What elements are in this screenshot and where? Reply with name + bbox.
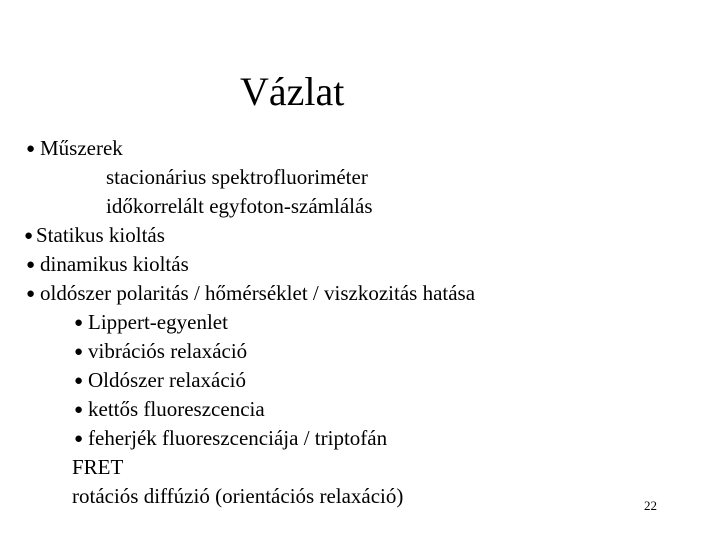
outline-subitem-fret [72, 454, 123, 480]
outline-item-label: Lippert-egyenlet [88, 310, 228, 334]
outline-item-label: stacionárius spektrofluoriméter [106, 165, 368, 189]
outline-item-label: oldószer polaritás / hőmérséklet / viszkozitás hatása [40, 281, 476, 305]
outline-item-muszerek [26, 135, 123, 162]
outline-subitem-oldoszer-relaxacio [74, 367, 246, 394]
bullet-icon: ● [74, 373, 84, 389]
outline-item-oldoszer-polaritas [26, 280, 475, 307]
bullet-icon: ● [26, 286, 36, 302]
outline-item-label: Oldószer relaxáció [88, 368, 247, 392]
bullet-icon: ● [74, 344, 84, 360]
bullet-icon: ● [24, 228, 34, 244]
bullet-icon: ● [74, 431, 84, 447]
outline-item-statikus-kioltas [24, 222, 165, 249]
outline-item-label: vibrációs relaxáció [88, 339, 248, 363]
outline-item-label: Műszerek [40, 136, 123, 160]
outline-subitem-stacionarius [106, 164, 368, 190]
outline-subitem-vibracios [74, 338, 247, 365]
outline-item-label: FRET [72, 455, 124, 479]
bullet-icon: ● [26, 141, 36, 157]
outline-item-dinamikus-kioltas [26, 251, 189, 278]
outline-item-label: dinamikus kioltás [40, 252, 189, 276]
outline-subitem-idokorrelalt [106, 193, 373, 219]
outline-item-label: Statikus kioltás [36, 223, 165, 247]
outline-subitem-kettos-fluoreszcencia [74, 396, 265, 423]
outline-subitem-rotacios-diffuzio [72, 483, 403, 509]
page-number: 22 [644, 498, 657, 513]
outline-subitem-lippert [74, 309, 228, 336]
outline-subitem-feherjek [74, 425, 387, 452]
bullet-icon: ● [74, 315, 84, 331]
outline-item-label: időkorrelált egyfoton-számlálás [106, 194, 373, 218]
bullet-icon: ● [74, 402, 84, 418]
outline-item-label: kettős fluoreszcencia [88, 397, 265, 421]
bullet-icon: ● [26, 257, 36, 273]
outline-item-label: rotációs diffúzió (orientációs relaxáció) [72, 484, 404, 508]
outline-item-label: feherjék fluoreszcenciája / triptofán [88, 426, 388, 450]
slide-title: Vázlat [240, 69, 345, 114]
